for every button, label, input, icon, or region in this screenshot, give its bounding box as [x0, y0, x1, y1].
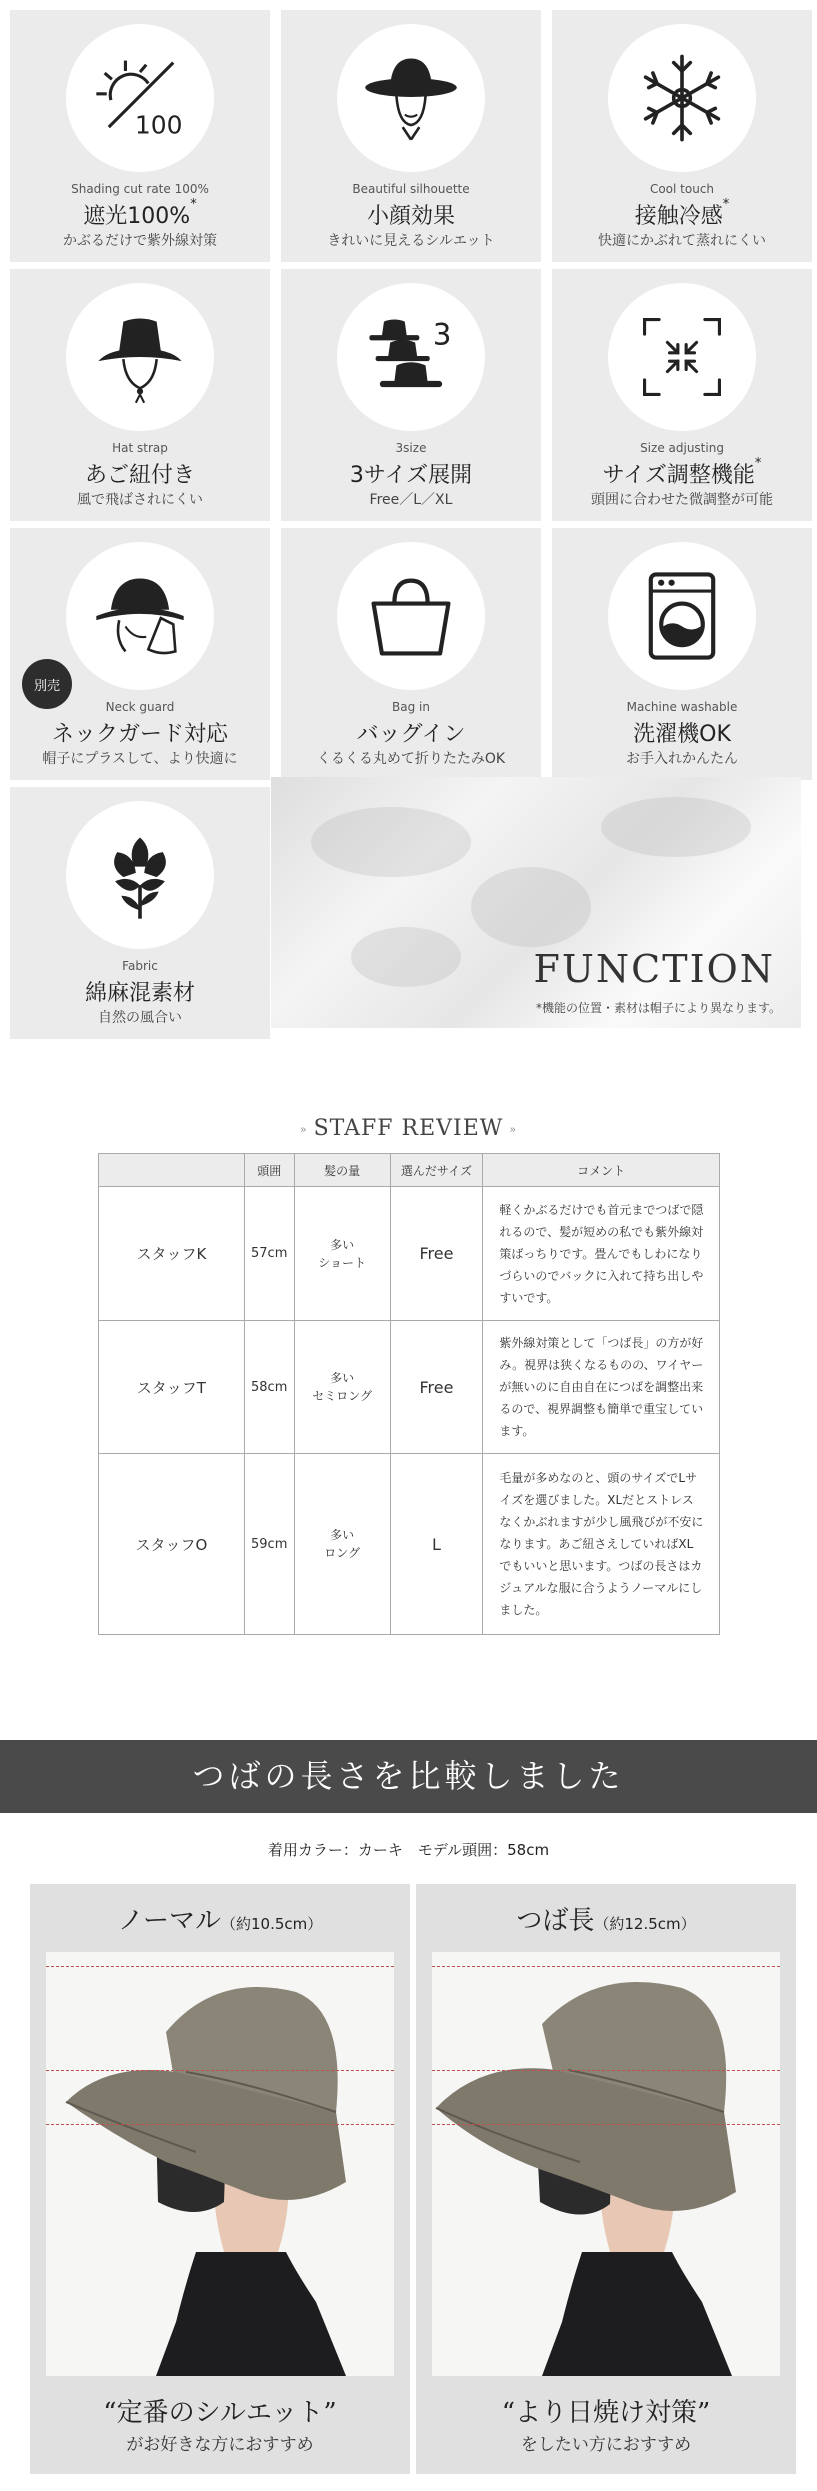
staff-review-heading: » STAFF REVIEW »: [299, 1116, 518, 1141]
comparison-tagline: がお好きな方におすすめ: [126, 2435, 314, 2455]
feature-card-machine-washable: [552, 528, 812, 780]
table-row: スタッフT 58cm 多い セミロング Free 紫外線対策として「つば長」の方が好み。視界は狭くなるものの、ワイヤーが無いのに自由自在につばを調整出来るので、視界調整も簡単で重宝しています。: [99, 1321, 720, 1454]
col-chosen-size: 選んだサイズ: [390, 1154, 483, 1187]
function-note: *機能の位置・素材は帽子により異なります。: [535, 1001, 781, 1015]
staff-review-table: [98, 1153, 720, 1635]
heading-chevron-right-icon: »: [509, 1122, 518, 1136]
feature-card-hat-strap: [10, 269, 270, 521]
table-row: スタッフK 57cm 多い ショート Free 軽くかぶるだけでも首元までつばで隠れるので、髪が短めの私でも紫外線対策ばっちりです。畳んでもしわになりづらいのでバックに入れて持ち出しやすいです。: [99, 1187, 720, 1321]
feature-en-label: Size adjusting: [640, 441, 724, 455]
feature-desc: 自然の風合い: [98, 1010, 182, 1026]
heading-chevron-left-icon: »: [299, 1122, 308, 1136]
sun-uv-cut-icon: [88, 46, 192, 150]
feature-desc: かぶるだけで紫外線対策: [63, 233, 217, 249]
feature-title: 洗濯機OK: [633, 722, 731, 747]
feature-title: あご紐付き: [84, 463, 195, 488]
table-row: スタッフO 59cm 多い ロング L 毛量が多めなのと、頭のサイズでLサイズを選びました。XLだとストレスなくかぶれますが少し風飛びが不安になります。あご紐さえしていればXLでもいいと思います。つばの長さはカジュアルな服に合うようノーマルにしました。: [99, 1454, 720, 1635]
model-info: 着用カラー：カーキ モデル頭囲：58cm: [267, 1841, 550, 1859]
three-hats-icon-label: 3: [432, 317, 452, 352]
feature-card-fabric: [10, 787, 270, 1039]
feature-desc: 帽子にプラスして、より快適に: [42, 751, 238, 767]
function-title: FUNCTION: [533, 947, 775, 991]
feature-desc: 快適にかぶれて蒸れにくい: [598, 233, 766, 249]
feature-desc: きれいに見えるシルエット: [327, 233, 495, 249]
col-comment: コメント: [483, 1154, 720, 1187]
comparison-title: ノーマル（約10.5cm）: [117, 1906, 323, 1936]
feature-title: サイズ調整機能*: [602, 456, 762, 488]
sold-separately-badge: 別売: [22, 659, 72, 709]
feature-desc: お手入れかんたん: [626, 751, 738, 767]
comparison-quote: “より日焼け対策”: [501, 2398, 711, 2428]
col-head-circumference: 頭囲: [244, 1154, 294, 1187]
feature-title: 接触冷感*: [634, 197, 730, 229]
feature-en-label: 3size: [395, 441, 427, 455]
hat-photo-normal: [46, 1952, 394, 2376]
washing-machine-icon: [630, 564, 734, 668]
feature-en-label: Cool touch: [649, 182, 715, 196]
feature-en-label: Bag in: [392, 700, 430, 714]
feature-title: 3サイズ展開: [349, 463, 473, 488]
feature-en-label: Neck guard: [105, 700, 175, 714]
comparison-card-long-brim: [416, 1884, 796, 2474]
comparison-title: つば長（約12.5cm）: [516, 1906, 696, 1936]
feature-desc: 頭囲に合わせた微調整が可能: [591, 492, 773, 508]
feature-desc: Free／L／XL: [369, 492, 453, 508]
hat-strap-icon: [88, 305, 192, 409]
feature-en-label: Machine washable: [626, 700, 738, 714]
feature-en-label: Beautiful silhouette: [352, 182, 470, 196]
size-adjust-arrows-icon: [630, 305, 734, 409]
function-panel: [271, 777, 801, 1028]
uv-cut-icon-label: 100: [134, 110, 183, 140]
cotton-flower-icon: [88, 823, 192, 927]
comparison-quote: “定番のシルエット”: [103, 2398, 337, 2428]
bag-icon: [359, 564, 463, 668]
feature-title: 綿麻混素材: [84, 981, 195, 1006]
feature-title: バッグイン: [356, 722, 466, 747]
feature-card-bag-in: [281, 528, 541, 780]
feature-card-silhouette: [281, 10, 541, 262]
feature-desc: 風で飛ばされにくい: [77, 492, 203, 508]
feature-asterisk: *: [190, 197, 197, 212]
table-header-row: [99, 1154, 720, 1187]
neck-guard-icon: [88, 564, 192, 668]
col-hair-amount: 髪の量: [294, 1154, 390, 1187]
hat-face-icon: [359, 46, 463, 150]
feature-card-three-sizes: [281, 269, 541, 521]
snowflake-icon: [630, 46, 734, 150]
comparison-banner: つばの長さを比較しました: [0, 1740, 817, 1813]
comparison-card-normal: [30, 1884, 410, 2474]
feature-desc: くるくる丸めて折りたたみOK: [316, 751, 506, 767]
feature-en-label: Hat strap: [112, 441, 168, 455]
feature-en-label: Fabric: [122, 959, 158, 973]
feature-title: ネックガード対応: [51, 722, 228, 747]
feature-en-label: Shading cut rate 100%: [71, 182, 209, 196]
comparison-tagline: をしたい方におすすめ: [520, 2435, 692, 2455]
feature-card-uv-cut: [10, 10, 270, 262]
feature-card-size-adjusting: [552, 269, 812, 521]
feature-title: 遮光100%*: [83, 197, 197, 229]
feature-title: 小顔効果: [366, 204, 455, 229]
three-hats-icon: [359, 305, 463, 409]
feature-card-neck-guard: [10, 528, 270, 780]
hat-photo-long-brim: [432, 1952, 780, 2376]
feature-card-cool-touch: [552, 10, 812, 262]
